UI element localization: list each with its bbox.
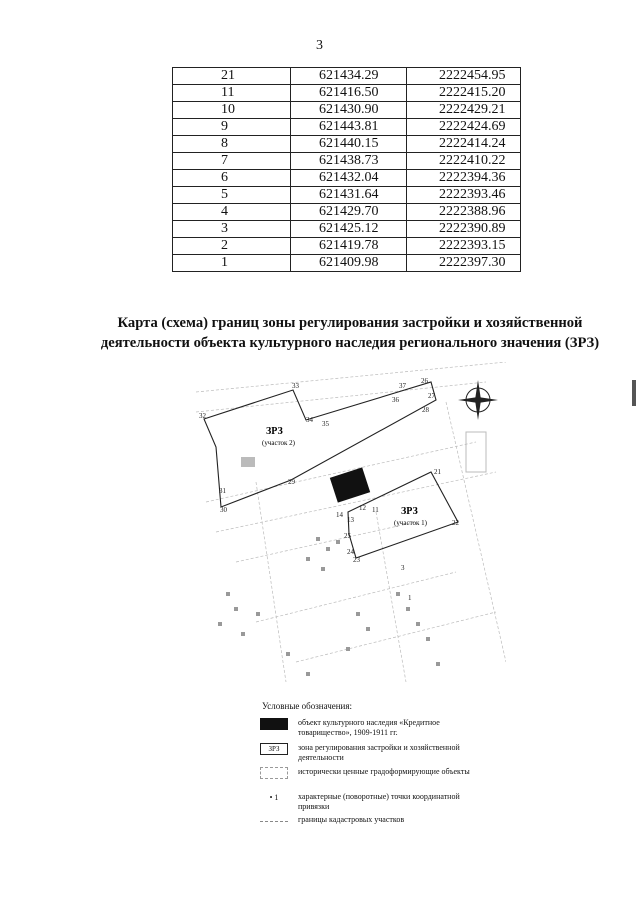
point-label: 32 xyxy=(199,412,206,420)
zone-2-boundary xyxy=(204,382,436,507)
zone-1-label: ЗРЗ xyxy=(401,506,418,517)
point-label: 28 xyxy=(422,406,429,414)
x-coordinate-cell: 621409.98 xyxy=(291,255,407,272)
point-number-cell: 11 xyxy=(173,85,291,102)
x-coordinate-cell: 621425.12 xyxy=(291,221,407,238)
table-row xyxy=(173,119,521,136)
point-label: 31 xyxy=(219,487,226,495)
x-coordinate-cell: 621440.15 xyxy=(291,136,407,153)
point-number-cell: 9 xyxy=(173,119,291,136)
point-number-cell: 7 xyxy=(173,153,291,170)
y-coordinate-cell: 2222397.30 xyxy=(407,255,521,272)
x-coordinate-cell: 621416.50 xyxy=(291,85,407,102)
legend-title: Условные обозначения: xyxy=(262,701,353,711)
legend-text-heritage: объект культурного наследия «Кредитное товарищество», 1909-1911 гг. xyxy=(298,718,440,737)
x-coordinate-cell: 621429.70 xyxy=(291,204,407,221)
y-coordinate-cell: 2222415.20 xyxy=(407,85,521,102)
point-label: 14 xyxy=(336,511,343,519)
legend-text-points: характерные (поворотные) точки координатной привязки xyxy=(298,792,460,811)
legend-text-cadastral: границы кадастровых участков xyxy=(298,815,405,824)
point-number-cell: 5 xyxy=(173,187,291,204)
table-row xyxy=(173,204,521,221)
table-row xyxy=(173,255,521,272)
point-label: 21 xyxy=(434,468,441,476)
y-coordinate-cell: 2222454.95 xyxy=(407,68,521,85)
point-label: 11 xyxy=(372,506,379,514)
table-row xyxy=(173,102,521,119)
y-coordinate-cell: 2222393.46 xyxy=(407,187,521,204)
map-title-line-1: Карта (схема) границ зоны регулирования застройки и хозяйственной xyxy=(117,315,583,331)
legend-swatch-points: • 1 xyxy=(269,793,279,802)
point-label: 33 xyxy=(292,382,299,390)
point-number-cell: 2 xyxy=(173,238,291,255)
y-coordinate-cell: 2222429.21 xyxy=(407,102,521,119)
point-label: 30 xyxy=(220,506,227,514)
point-label: 37 xyxy=(399,382,406,390)
table-row xyxy=(173,153,521,170)
table-row xyxy=(173,68,521,85)
point-number-cell: 6 xyxy=(173,170,291,187)
point-label: 3 xyxy=(401,564,405,572)
x-coordinate-cell: 621443.81 xyxy=(291,119,407,136)
heritage-object xyxy=(330,467,370,502)
x-coordinate-cell: 621434.29 xyxy=(291,68,407,85)
point-label: 24 xyxy=(347,548,354,556)
x-coordinate-cell: 621419.78 xyxy=(291,238,407,255)
coordinates-table xyxy=(172,67,521,272)
point-number-cell: 21 xyxy=(173,68,291,85)
map-title xyxy=(60,313,639,353)
table-row xyxy=(173,85,521,102)
zone-2-sublabel: (участок 2) xyxy=(262,439,296,447)
point-number-cell: 10 xyxy=(173,102,291,119)
point-label: 35 xyxy=(322,420,329,428)
point-label: 13 xyxy=(347,516,354,524)
legend-swatch-historic xyxy=(260,767,288,779)
margin-mark xyxy=(632,380,636,406)
table-row xyxy=(173,238,521,255)
y-coordinate-cell: 2222393.15 xyxy=(407,238,521,255)
y-coordinate-cell: 2222410.22 xyxy=(407,153,521,170)
legend-point-number: 1 xyxy=(274,793,279,802)
zone-2-label: ЗРЗ xyxy=(266,426,283,437)
point-number-cell: 1 xyxy=(173,255,291,272)
page-number: 3 xyxy=(316,38,323,53)
y-coordinate-cell: 2222424.69 xyxy=(407,119,521,136)
y-coordinate-cell: 2222394.36 xyxy=(407,170,521,187)
x-coordinate-cell: 621432.04 xyxy=(291,170,407,187)
table-row xyxy=(173,221,521,238)
legend-text-zone: зона регулирования застройки и хозяйственной деятельности xyxy=(298,743,460,762)
legend-swatch-cadastral xyxy=(260,821,288,822)
point-label: 26 xyxy=(421,377,428,385)
point-label: 27 xyxy=(428,392,435,400)
x-coordinate-cell: 621438.73 xyxy=(291,153,407,170)
compass-rose-icon xyxy=(458,380,498,420)
legend-swatch-zone: ЗРЗ xyxy=(260,743,288,755)
y-coordinate-cell: 2222388.96 xyxy=(407,204,521,221)
x-coordinate-cell: 621431.64 xyxy=(291,187,407,204)
point-label: 36 xyxy=(392,396,399,404)
y-coordinate-cell: 2222390.89 xyxy=(407,221,521,238)
point-number-cell: 3 xyxy=(173,221,291,238)
point-label: 23 xyxy=(353,556,360,564)
zone-map xyxy=(196,362,506,692)
table-row xyxy=(173,187,521,204)
legend-text-historic: исторически ценные градоформирующие объекты xyxy=(298,767,470,776)
legend-swatch-heritage xyxy=(260,718,288,730)
y-coordinate-cell: 2222414.24 xyxy=(407,136,521,153)
point-label: 12 xyxy=(359,504,366,512)
point-label: 25 xyxy=(344,532,351,540)
x-coordinate-cell: 621430.90 xyxy=(291,102,407,119)
point-label: 22 xyxy=(452,519,459,527)
point-label: 29 xyxy=(288,478,295,486)
table-row xyxy=(173,136,521,153)
point-number-cell: 4 xyxy=(173,204,291,221)
table-row xyxy=(173,170,521,187)
point-number-cell: 8 xyxy=(173,136,291,153)
point-label: 34 xyxy=(306,416,313,424)
point-label: 1 xyxy=(408,594,412,602)
zone-1-sublabel: (участок 1) xyxy=(394,519,428,527)
map-title-line-2: деятельности объекта культурного наследия регионального значения (ЗРЗ) xyxy=(100,335,600,351)
